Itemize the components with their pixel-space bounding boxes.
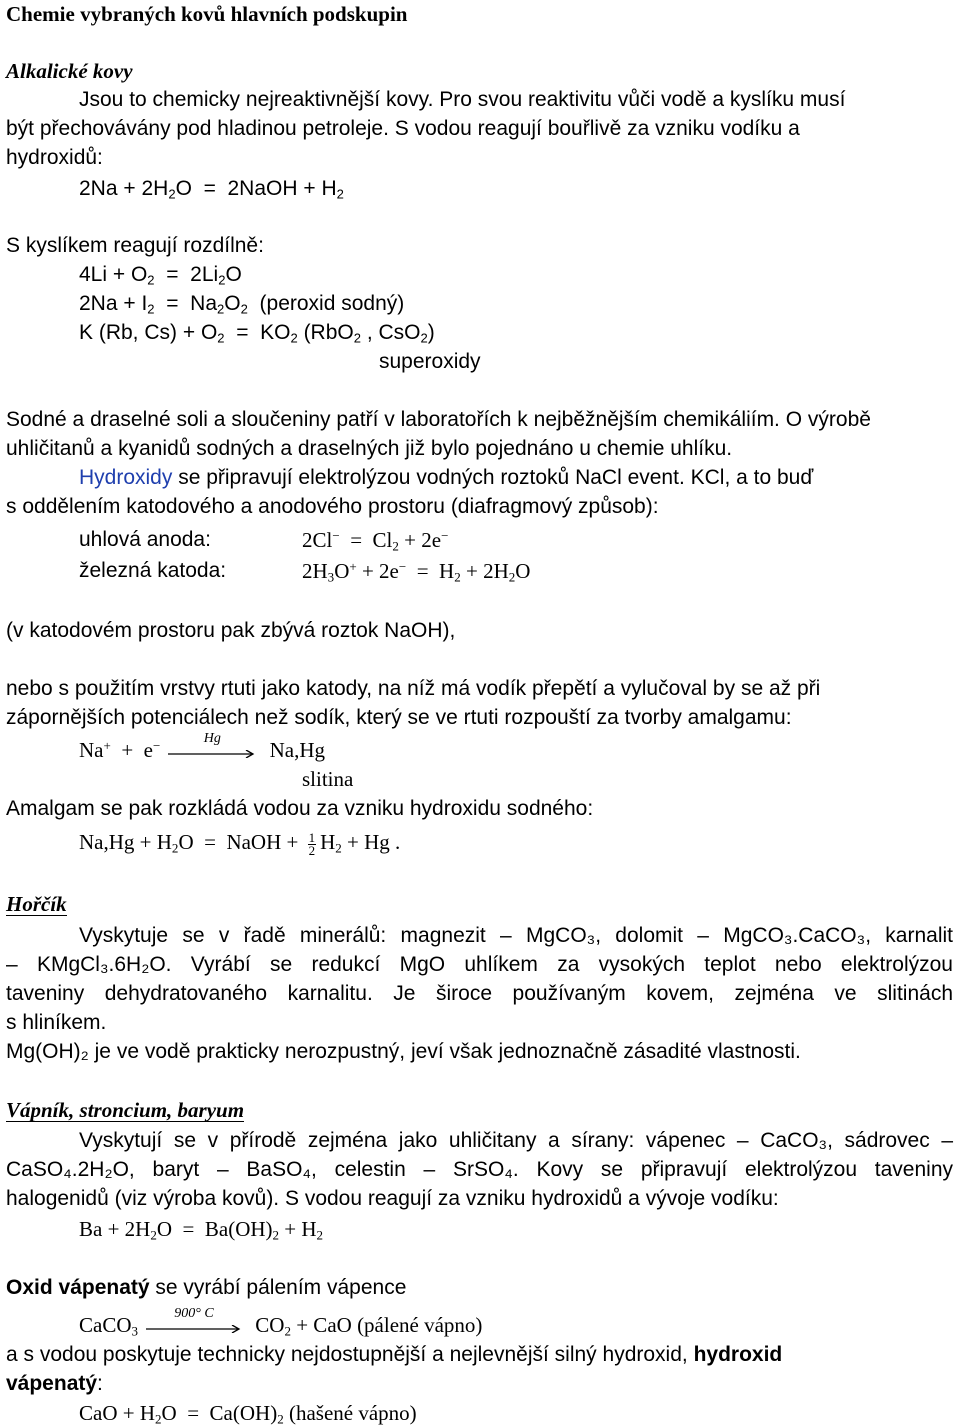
slaked-note: (hašené vápno) — [288, 1401, 417, 1425]
magnesium-heading: Hořčík — [6, 892, 67, 916]
lime-water-line2: vápenatý: — [6, 1372, 103, 1395]
alkaline-earth-heading: Vápník, stroncium, baryum — [6, 1098, 245, 1122]
magnesium-line4: s hliníkem. — [6, 1011, 107, 1034]
quicklime-note: (pálené vápno) — [357, 1313, 483, 1337]
cathode-remainder: (v katodovém prostoru pak zbývá roztok NaOH), — [6, 619, 456, 642]
salts-line2: uhličitanů a kyanidů sodných a draselných již bylo pojednáno u chemie uhlíku. — [6, 437, 733, 460]
hydroxides-line1: Hydroxidy se připravují elektrolýzou vodných roztoků NaCl event. KCl, a to buď — [79, 466, 814, 489]
equation-na-peroxide: $2Na + I_2 = Na_2O_2$ (peroxid sodný) — [79, 292, 405, 317]
fraction-one-half: $\frac{1}{2}$ — [308, 829, 316, 858]
oxygen-intro: S kyslíkem reagují rozdílně: — [6, 234, 264, 257]
alkali-intro-line2: být přechovávány pod hladinou petroleje. S vodou reagují bouřlivě za vzniku vodíku a — [6, 117, 800, 140]
equation-na-water: $2Na + 2H_2O$ = 2NaOH + $H_2$ — [79, 177, 344, 202]
equation-anode: $2Cl^- = Cl_2 + 2e^-$ — [302, 527, 449, 554]
alkali-intro-line1: Jsou to chemicky nejreaktivnější kovy. Pro svou reaktivitu vůči vodě a kyslíku musí — [79, 88, 846, 111]
lime-water-line1: a s vodou poskytuje technicky nejdostupnější a nejlevnější silný hydroxid, hydroxid — [6, 1343, 783, 1366]
superoxides-label: superoxidy — [379, 350, 481, 373]
equation-amalgam-water: $Na,Hg + H_2O$ = NaOH + $\frac{1}{2}$ $H_2 + Hg$ . — [79, 829, 401, 858]
reaction-arrow-hg — [168, 731, 256, 762]
alkali-intro-line3: hydroxidů: — [6, 146, 103, 169]
hydroxides-link: Hydroxidy — [79, 466, 173, 489]
amalgam-decomposition: Amalgam se pak rozkládá vodou za vzniku hydroxidu sodného: — [6, 797, 594, 820]
alkaline-earth-line3: halogenidů (viz výroba kovů). S vodou reagují za vzniku hydroxidů a vývoje vodíku: — [6, 1187, 779, 1210]
alkaline-earth-line1: Vyskytují se v přírodě zejména jako uhličitany a sírany: vápenec – CaCO₃, sádrovec – — [79, 1129, 953, 1152]
arrow-label-temp: 900° C — [174, 1306, 214, 1322]
equation-limestone-burning: CaCO$_3$ 900° C $CO_2$ + CaO (pálené vápno) — [79, 1312, 482, 1338]
lime-heading: Oxid vápenatý — [6, 1276, 150, 1299]
equation-amalgam: Na+ + e− Hg Na,Hg — [79, 737, 325, 763]
page-title: Chemie vybraných kovů hlavních podskupin — [6, 2, 408, 26]
alkaline-earth-line2: CaSO₄.2H₂O, baryt – BaSO₄, celestin – SrSO₄. Kovy se připravují elektrolýzou taveniny — [6, 1158, 953, 1181]
peroxide-note: (peroxid sodný) — [259, 292, 405, 315]
hydroxide-bold: hydroxid — [693, 1343, 783, 1366]
alkali-heading: Alkalické kovy — [6, 59, 133, 83]
mercury-line1: nebo s použitím vrstvy rtuti jako katody, na níž má vodík přepětí a vylučoval by se až při — [6, 677, 821, 700]
anode-label: uhlová anoda: — [79, 528, 211, 551]
equation-ba-water: $Ba + 2H_2O = Ba(OH)_2 + H_2$ — [79, 1217, 324, 1243]
equation-li-oxygen: $4Li + O_2 = 2Li_2O$ — [79, 263, 242, 288]
equation-k-superoxide: K (Rb, $Cs) + O_2 = KO_2$ (RbO$_2$ , CsO$_2$) — [79, 321, 435, 346]
equation-cao-water: CaO + $H_2O = Ca(OH)_2$ (hašené vápno) — [79, 1401, 417, 1427]
mercury-line2: zápornějších potenciálech než sodík, který se ve rtuti rozpouští za tvorby amalgamu: — [6, 706, 792, 729]
reaction-arrow-temp — [146, 1306, 242, 1337]
equation-cathode: $2H_3O^+ + 2e^- = H_2 + 2H_2O$ — [302, 558, 531, 585]
arrow-label-hg: Hg — [203, 731, 221, 747]
lime-heading-line: Oxid vápenatý se vyrábí pálením vápence — [6, 1276, 407, 1299]
amalgam-name: slitina — [302, 767, 354, 791]
hydroxides-line2: s oddělením katodového a anodového prostoru (diafragmový způsob): — [6, 495, 659, 518]
magnesium-line5: Mg(OH)₂ je ve vodě prakticky nerozpustný, jeví však jednoznačně zásadité vlastnosti. — [6, 1040, 801, 1063]
magnesium-line3: taveniny dehydratovaného karnalitu. Je široce používaným kovem, zejména ve slitinách — [6, 982, 953, 1005]
magnesium-line1: Vyskytuje se v řadě minerálů: magnezit – MgCO₃, dolomit – MgCO₃.CaCO₃, karnalit — [79, 924, 953, 947]
magnesium-line2: – KMgCl₃.6H₂O. Vyrábí se redukcí MgO uhlíkem za vysokých teplot nebo elektrolýzou — [6, 953, 953, 976]
cathode-label: železná katoda: — [79, 559, 227, 582]
salts-line1: Sodné a draselné soli a sloučeniny patří v laboratořích k nejběžnějším chemikáliím. O výrobě — [6, 408, 871, 431]
